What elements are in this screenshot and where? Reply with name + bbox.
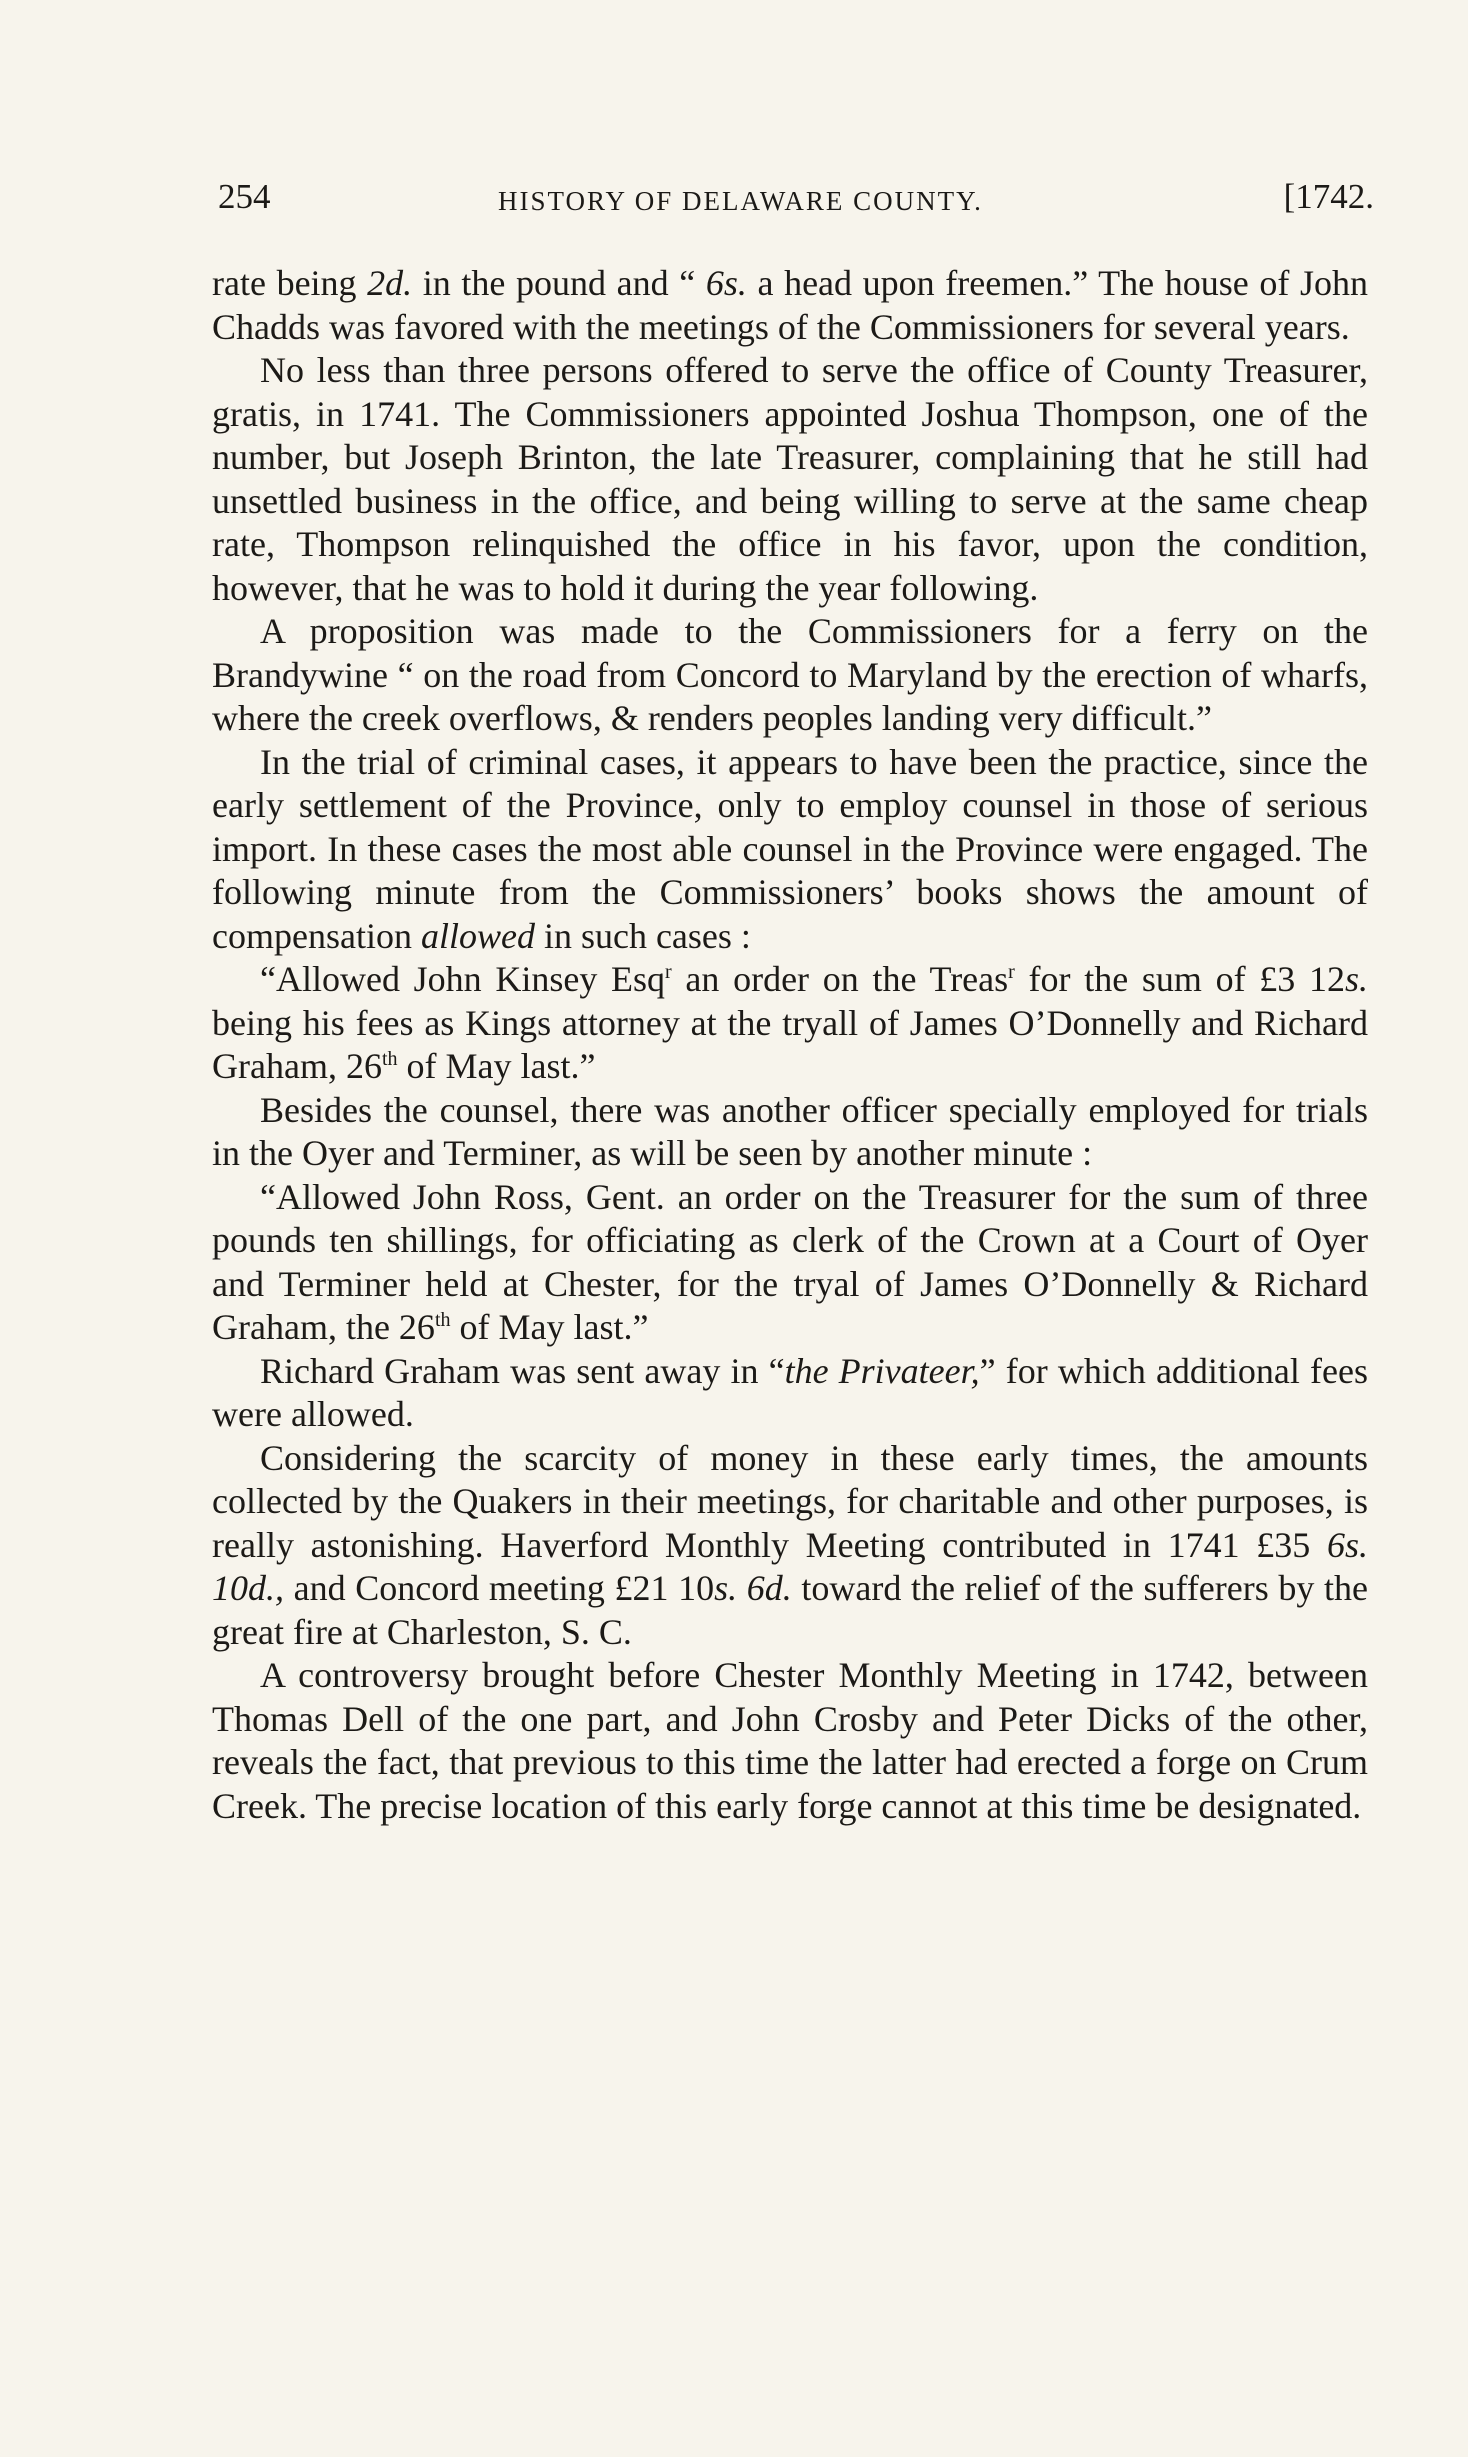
paragraph-privateer xyxy=(212,1350,1368,1437)
text-run: rate being xyxy=(212,263,368,303)
running-title: HISTORY OF DELAWARE COUNTY. xyxy=(498,186,983,216)
paragraph-treasurer: No less than three persons offered to serve the office of County Treasurer, gratis, in 1741. The Commissioners appointed Joshua Thompson, one of the number, but Joseph Brinton, the late Treasurer, complaining that he still had unsettled business in the office, and being willing to serve at the same cheap rate, Thompson relinquished the office in his favor, upon the condition, however, that he was to hold it during the year following. xyxy=(212,350,1368,608)
italic-run: the Privateer, xyxy=(784,1350,980,1391)
text-run: being his fees as Kings attorney at the tryall of James O’Donnelly and Richard Graham, 26 xyxy=(212,1002,1368,1086)
paragraph-ferry: A proposition was made to the Commissioners for a ferry on the Brandywine “ on the road from Concord to Maryland by the erection of wharfs, where the creek overflows, & renders peoples landing very difficult.” xyxy=(212,611,1368,738)
text-run: “Allowed John Kinsey Esq xyxy=(260,959,666,999)
superscript: th xyxy=(381,1048,398,1070)
italic-run: allowed xyxy=(420,915,535,956)
text-run: for the sum of £3 12 xyxy=(1014,959,1345,999)
italic-run: 10d., xyxy=(212,1568,284,1608)
text-run: of May last.” xyxy=(397,1046,596,1086)
text-run: in such cases : xyxy=(534,915,751,956)
superscript: r xyxy=(1008,961,1015,983)
paragraph-rate xyxy=(212,262,1368,349)
paragraph-officer: Besides the counsel, there was another officer specially employed for trials in the Oyer and Terminer, as will be seen by another minute : xyxy=(212,1089,1368,1173)
page-number: 254 xyxy=(218,177,271,216)
italic-run: s. xyxy=(1344,959,1368,999)
paragraph-quakers xyxy=(212,1437,1368,1655)
quote-ross xyxy=(212,1176,1368,1350)
text-run: an order on the Treas xyxy=(671,959,1009,999)
italic-run: 2d. xyxy=(367,263,413,303)
italic-run: 6d. xyxy=(746,1568,792,1608)
text-run: and Concord meeting £21 10 xyxy=(284,1568,715,1608)
text-run: Considering the scarcity of money in these early times, the amounts collected by the Quakers in their meetings, for charitable and other purposes, is really astonishing. Haverford Monthly Meeting contributed in 1741 £35 xyxy=(212,1437,1368,1565)
quote-kinsey xyxy=(212,958,1368,1089)
page-header xyxy=(218,172,1374,222)
text-run: in the pound and “ xyxy=(412,263,706,303)
text-run xyxy=(737,1568,747,1608)
italic-run: 6s. xyxy=(1326,1524,1368,1565)
text-run: a head upon freemen.” The house of John Chadds was favored with the meetings of the Commissioners for several years. xyxy=(212,263,1368,347)
body-text xyxy=(212,262,1368,1828)
italic-run: 6s. xyxy=(705,263,747,303)
text-run: ” for which additional fees were allowed. xyxy=(212,1350,1368,1434)
paragraph-forge: A controversy brought before Chester Monthly Meeting in 1742, between Thomas Dell of the one part, and John Crosby and Peter Dicks of the other, reveals the fact, that previous to this time the latter had erected a forge on Crum Creek. The precise location of this early forge cannot at this time be designated. xyxy=(212,1655,1368,1826)
text-run: In the trial of criminal cases, it appears to have been the practice, since the early settlement of the Province, only to employ counsel in those of serious import. In these cases the most able counsel in the Province were engaged. The following minute from the Commissioners’ books shows the amount of compensation xyxy=(212,741,1368,956)
header-year: [1742. xyxy=(1283,177,1374,216)
superscript: r xyxy=(665,961,672,983)
text-run: toward the relief of the sufferers by the great fire at Charleston, S. C. xyxy=(212,1568,1369,1652)
text-run: Richard Graham was sent away in “ xyxy=(260,1350,785,1391)
text-run: of May last.” xyxy=(450,1307,649,1347)
superscript: th xyxy=(434,1309,451,1331)
text-run: “Allowed John Ross, Gent. an order on the Treasurer for the sum of three pounds ten shillings, for officiating as clerk of the Crown at a Court of Oyer and Terminer held at Chester, for the tryal of James O’Donnelly & Richard Graham, the 26 xyxy=(212,1176,1368,1347)
paragraph-criminal-cases xyxy=(212,741,1368,959)
italic-run: s. xyxy=(714,1568,738,1608)
